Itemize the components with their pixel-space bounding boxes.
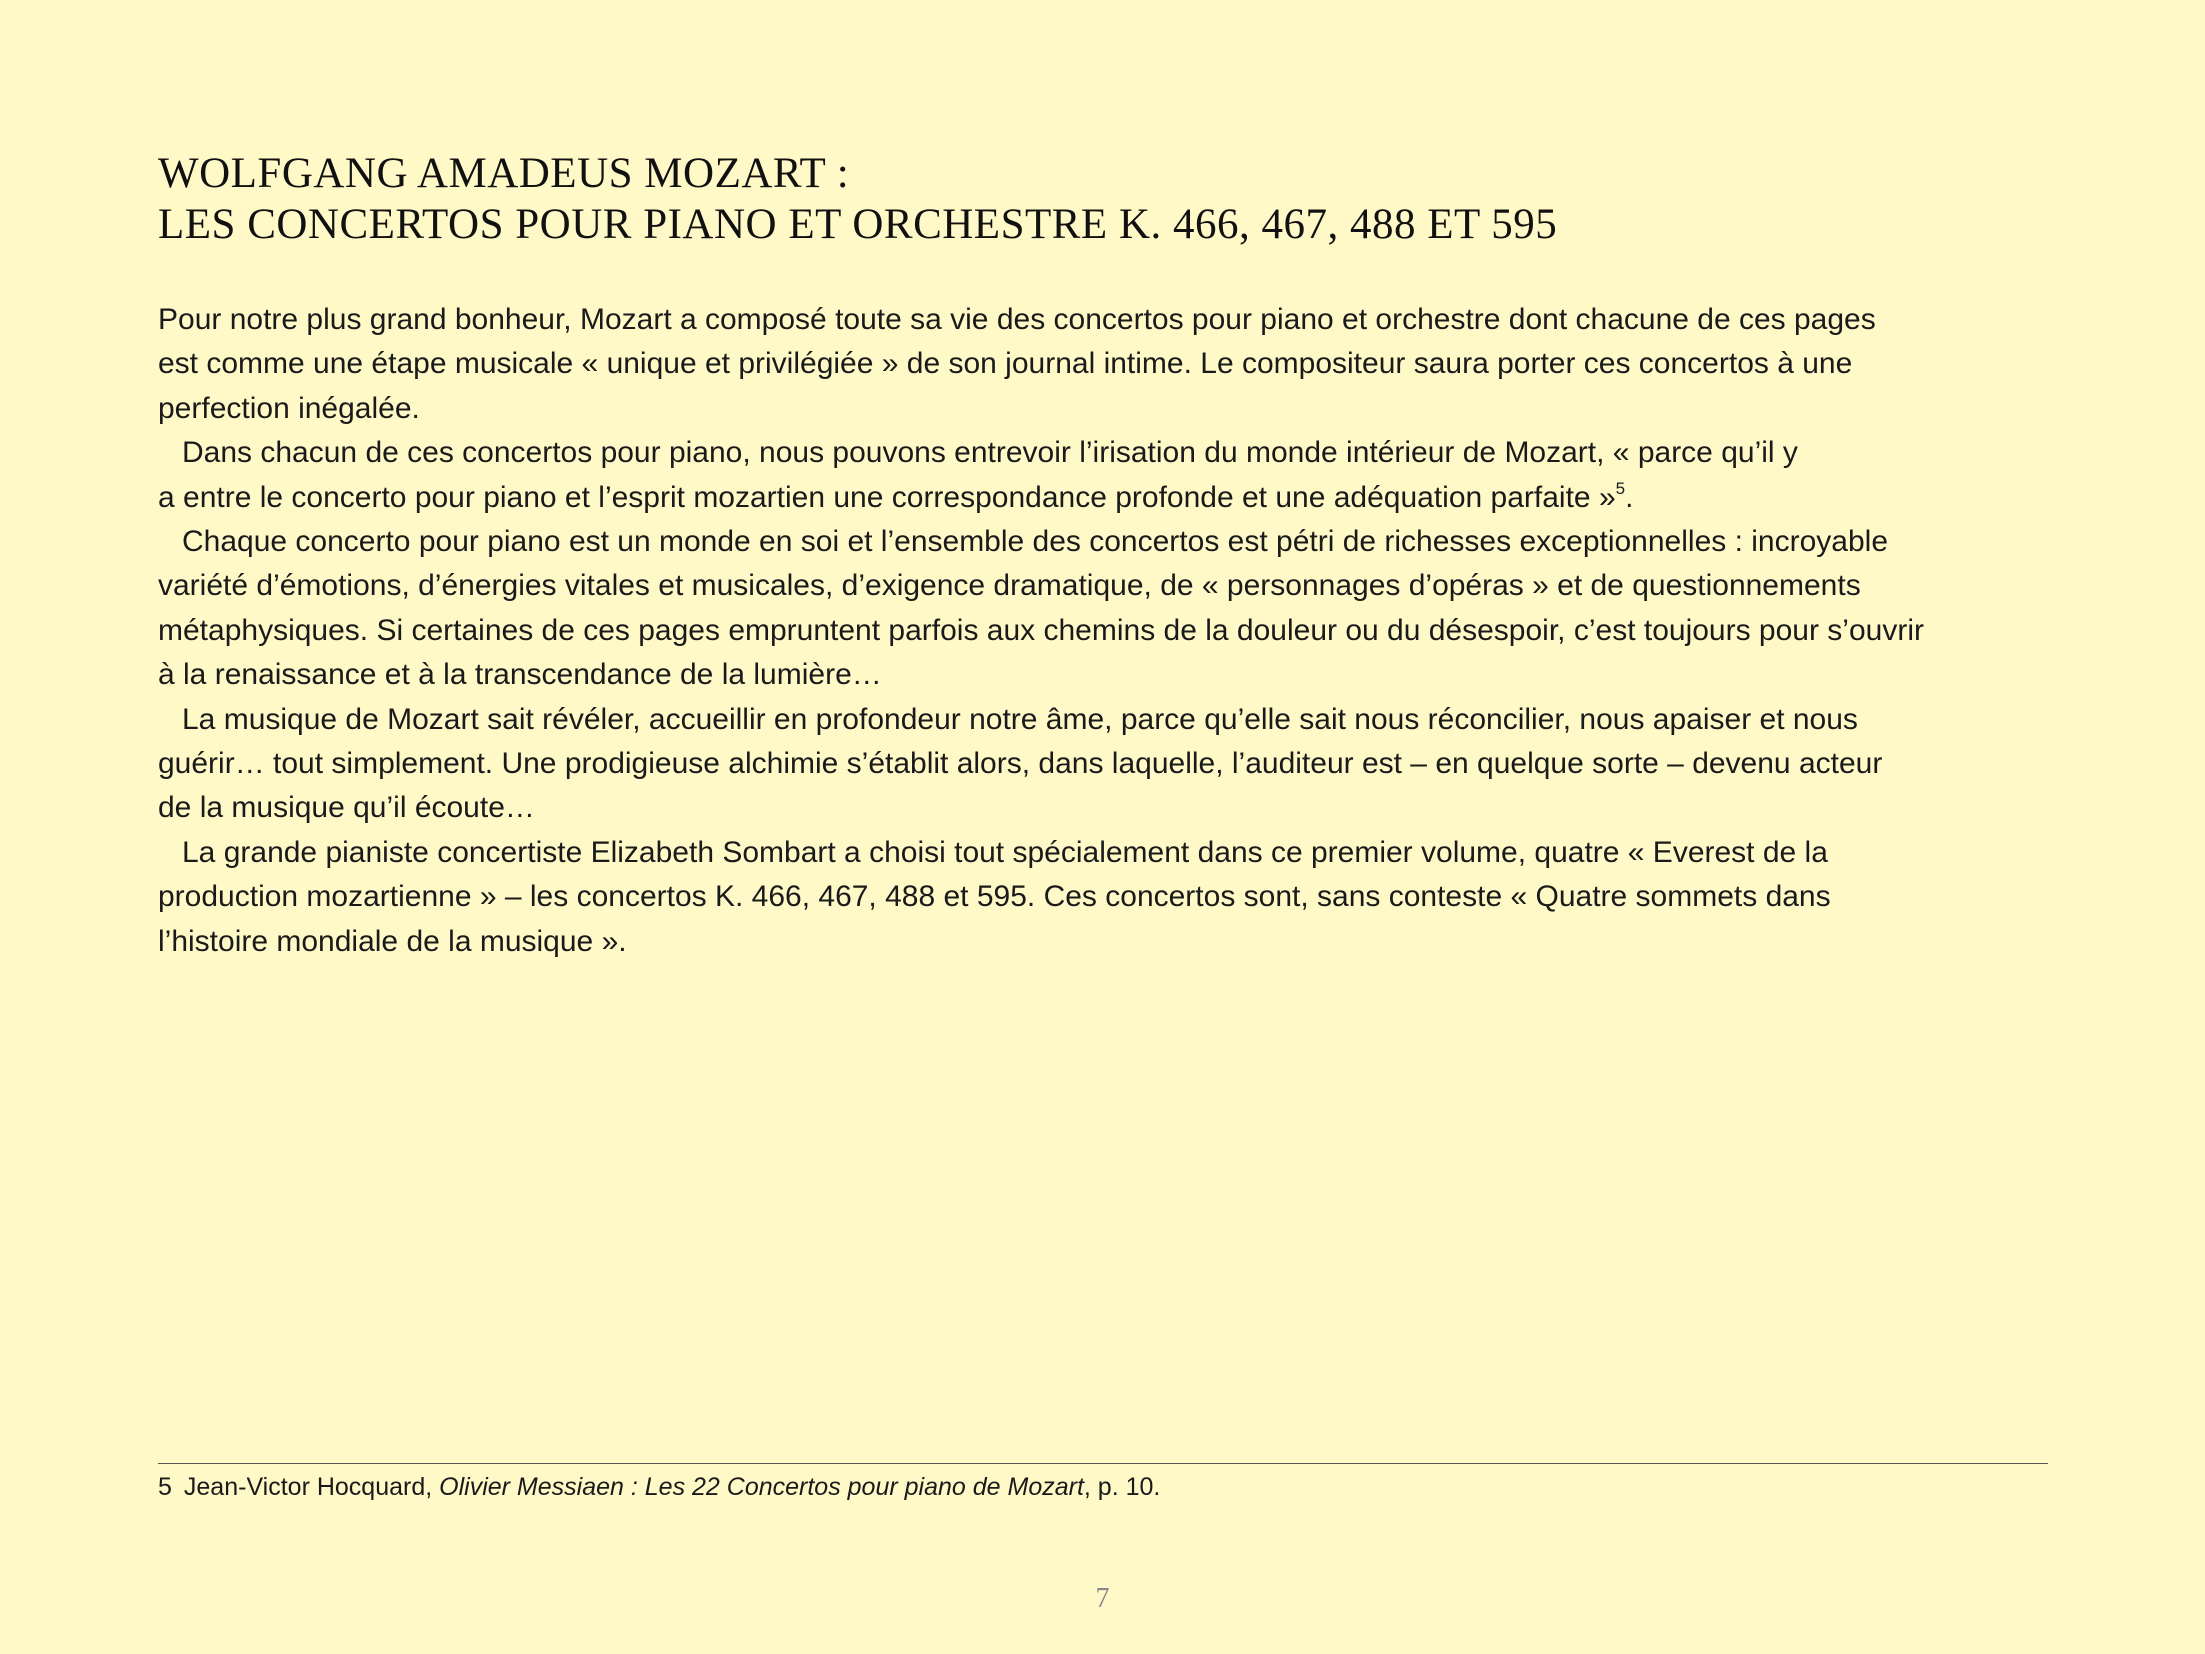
body-line: production mozartienne » – les concertos K. 466, 467, 488 et 595. Ces concertos sont, sans conteste « Quatre sommets dans [158,880,1831,914]
body-line: de la musique qu’il écoute… [158,791,535,825]
body-line: Chaque concerto pour piano est un monde en soi et l’ensemble des concertos est pétri de richesses exceptionnelles : incroyable [182,525,1889,559]
title-line-2: LES CONCERTOS POUR PIANO ET ORCHESTRE K. 466, 467, 488 ET 595 [158,201,1558,248]
footnote-author: Jean-Victor Hocquard, [183,1473,433,1501]
body-line: est comme une étape musicale « unique et privilégiée » de son journal intime. Le compositeur saura porter ces concertos à une [158,347,1853,381]
body-line: Pour notre plus grand bonheur, Mozart a composé toute sa vie des concertos pour piano et orchestre dont chacune de ces pages [158,303,1876,336]
body-line: l’histoire mondiale de la musique ». [158,924,627,958]
footnote [158,1470,1160,1504]
page-title [158,148,1557,250]
body-line: La grande pianiste concertiste Elizabeth Sombart a choisi tout spécialement dans ce premier volume, quatre « Everest de la [182,835,1828,869]
body-line: variété d’émotions, d’énergies vitales et musicales, d’exigence dramatique, de « personnages d’opéras » et de questionnements [158,569,1861,603]
footnote-number: 5 [158,1473,172,1501]
body-line: à la renaissance et à la transcendance de la lumière… [158,658,882,692]
body-line: guérir… tout simplement. Une prodigieuse alchimie s’établit alors, dans laquelle, l’auditeur est – en quelque sorte – devenu acteur [158,747,1883,781]
body-line: La musique de Mozart sait révéler, accueillir en profondeur notre âme, parce qu’elle sait nous réconcilier, nous apaiser et nous [182,702,1858,736]
body-line-with-footnote [158,476,2058,520]
body-line-text: a entre le concerto pour piano et l’esprit mozartien une correspondance profonde et une adéquation parfaite » [158,480,1616,514]
footnote-work-title: Olivier Messiaen : Les 22 Concertos pour piano de Mozart [439,1473,1084,1501]
body-text [158,298,2058,964]
body-line: métaphysiques. Si certaines de ces pages empruntent parfois aux chemins de la douleur ou du désespoir, c’est toujours pour s’ouvrir [158,613,1924,647]
body-line: Dans chacun de ces concertos pour piano, nous pouvons entrevoir l’irisation du monde intérieur de Mozart, « parce qu’il y [182,436,1798,470]
footnote-divider [158,1463,2048,1464]
page-number: 7 [1095,1583,1110,1614]
footnote-reference[interactable]: 5 [1615,478,1626,498]
body-line: perfection inégalée. [158,391,420,425]
footnote-pages: , p. 10. [1083,1473,1161,1501]
sentence-end: . [1625,480,1634,514]
title-line-1: WOLFGANG AMADEUS MOZART : [158,150,850,197]
